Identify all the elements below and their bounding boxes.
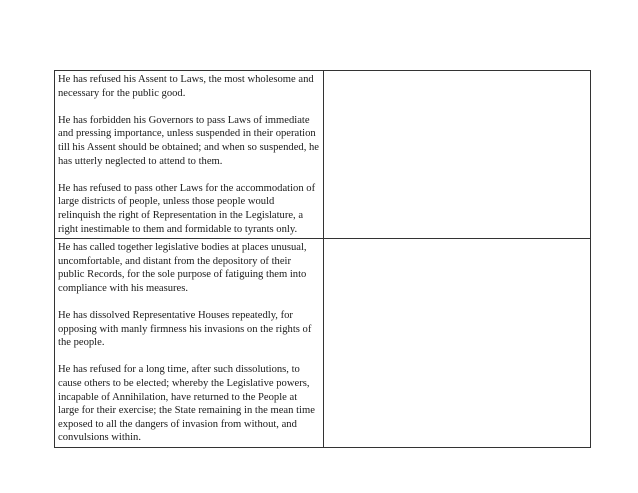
paragraph: He has dissolved Representative Houses repeatedly, for opposing with manly firmness his invasions on the rights of the people. [58,310,312,349]
paragraph: He has refused his Assent to Laws, the most wholesome and necessary for the public good. [58,74,314,99]
right-cell[interactable] [324,239,591,448]
left-cell [55,239,324,448]
right-cell[interactable] [324,71,591,239]
paragraph: He has called together legislative bodies at places unusual, uncomfortable, and distant from the depository of their public Records, for the sole purpose of fatiguing them into compliance with his measures. [58,242,307,294]
left-cell [55,71,324,239]
table-row [55,71,591,239]
paragraph: He has forbidden his Governors to pass Laws of immediate and pressing importance, unless suspended in their operation till his Assent should be obtained; and when so suspended, he has utterly neglected to attend to them. [58,114,319,167]
grievances-table [54,70,591,448]
table-row [55,239,591,448]
paragraph: He has refused for a long time, after such dissolutions, to cause others to be elected; whereby the Legislative powers, incapable of Annihilation, have returned to the People at large for their exercise; the State remaining in the mean time exposed to all the dangers of invasion from without, and convulsions within. [58,364,315,444]
paragraph: He has refused to pass other Laws for the accommodation of large districts of people, unless those people would relinquish the right of Representation in the Legislature, a right inestimable to them and formidable to tyrants only. [58,182,316,235]
